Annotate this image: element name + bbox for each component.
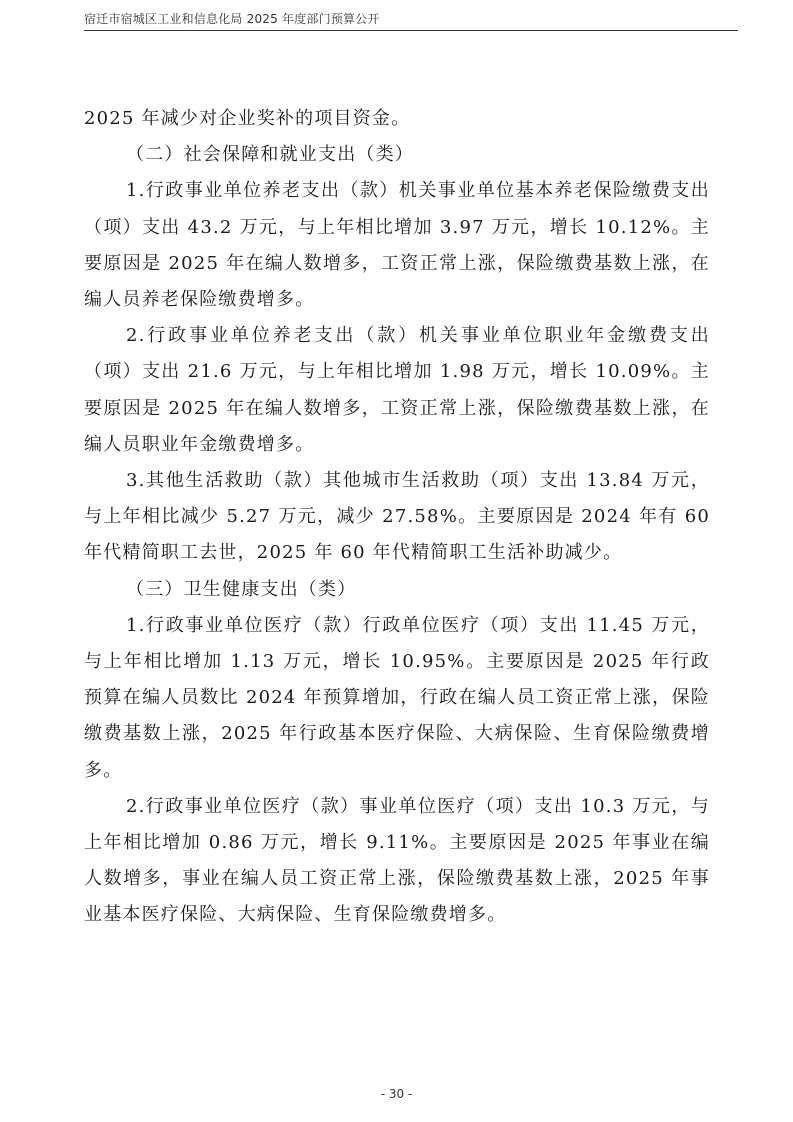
- document-body: [84, 101, 710, 934]
- paragraph-continuation: 2025 年减少对企业奖补的项目资金。: [84, 108, 411, 129]
- paragraph-urban-relief: 3.其他生活救助（款）其他城市生活救助（项）支出 13.84 万元，与上年相比减少 5.27 万元，减少 27.58%。主要原因是 2024 年有 60 年代精简职工去世，2025 年 60 年代精简职工生活补助减少。: [84, 470, 710, 564]
- paragraph-occupational-annuity: 2.行政事业单位养老支出（款）机关事业单位职业年金缴费支出（项）支出 21.6 万元，与上年相比增加 1.98 万元，增长 10.09%。主要原因是 2025 年在编人数增多，工资正常上涨，保险缴费基数上涨，在编人员职业年金缴费增多。: [84, 325, 710, 455]
- paragraph-basic-pension: 1.行政事业单位养老支出（款）机关事业单位基本养老保险缴费支出（项）支出 43.2 万元，与上年相比增加 3.97 万元，增长 10.12%。主要原因是 2025 年在编人数增多，工资正常上涨，保险缴费基数上涨，在编人员养老保险缴费增多。: [84, 180, 710, 311]
- header-title: 宿迁市宿城区工业和信息化局 2025 年度部门预算公开: [84, 12, 380, 26]
- section-heading-health: （三）卫生健康支出（类）: [126, 578, 357, 600]
- paragraph-admin-medical: 1.行政事业单位医疗（款）行政单位医疗（项）支出 11.45 万元，与上年相比增加 1.13 万元，增长 10.95%。主要原因是 2025 年行政预算在编人员数比 2024 年预算增加，行政在编人员工资正常上涨，保险缴费基数上涨，2025 年行政基本医疗保险、大病保险、生育保险缴费增多。: [84, 614, 710, 781]
- page-header: [84, 8, 738, 31]
- page-footer: [0, 1087, 793, 1101]
- section-heading-social-security: （二）社会保障和就业支出（类）: [126, 144, 414, 166]
- page-number: - 30 -: [380, 1087, 413, 1101]
- paragraph-institution-medical: 2.行政事业单位医疗（款）事业单位医疗（项）支出 10.3 万元，与上年相比增加 0.86 万元，增长 9.11%。主要原因是 2025 年事业在编人数增多，事业在编人员工资正常上涨，保险缴费基数上涨，2025 年事业基本医疗保险、大病保险、生育保险缴费增多。: [84, 795, 710, 926]
